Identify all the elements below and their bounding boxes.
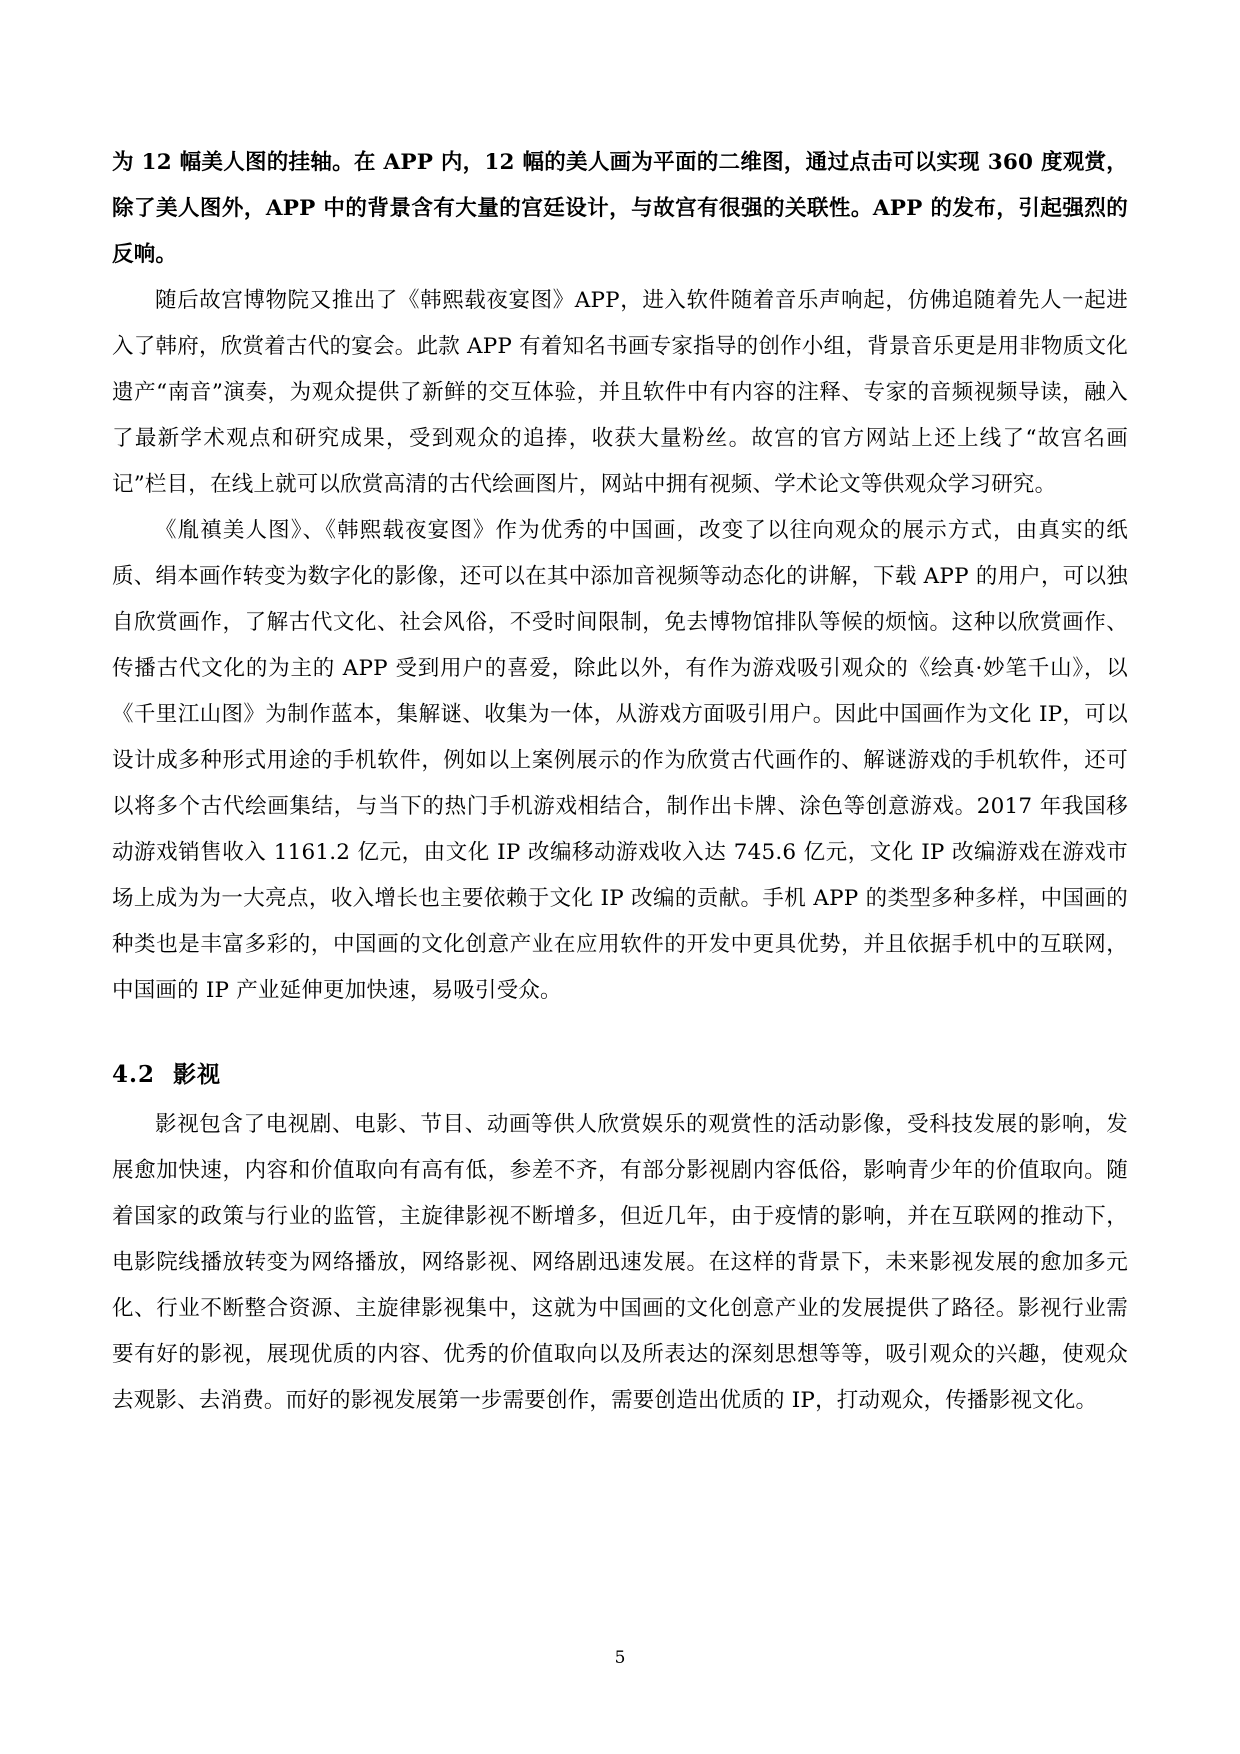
page-number: 5: [614, 1648, 626, 1668]
section-heading-4-2: [112, 1052, 1128, 1098]
paragraph-3: 《胤禛美人图》、《韩熙载夜宴图》作为优秀的中国画，改变了以往向观众的展示方式，由真实的纸质、绢本画作转变为数字化的影像，还可以在其中添加音视频等动态化的讲解，下载 APP 的用户，可以独自欣赏画作，了解古代文化、社会风俗，不受时间限制，免去博物馆排队等候的烦恼。这种以欣赏画作、传播古代文化的为主的 APP 受到用户的喜爱，除此以外，有作为游戏吸引观众的《绘真·妙笔千山》，以《千里江山图》为制作蓝本，集解谜、收集为一体，从游戏方面吸引用户。因此中国画作为文化 IP，可以设计成多种形式用途的手机软件，例如以上案例展示的作为欣赏古代画作的、解谜游戏的手机软件，还可以将多个古代绘画集结，与当下的热门手机游戏相结合，制作出卡牌、涂色等创意游戏。2017 年我国移动游戏销售收入 1161.2 亿元，由文化 IP 改编移动游戏收入达 745.6 亿元，文化 IP 改编游戏在游戏市场上成为为一大亮点，收入增长也主要依赖于文化 IP 改编的贡献。手机 APP 的类型多种多样，中国画的种类也是丰富多彩的，中国画的文化创意产业在应用软件的开发中更具优势，并且依据手机中的互联网，中国画的 IP 产业延伸更加快速，易吸引受众。: [112, 518, 1128, 1003]
page-body: [112, 140, 1128, 1424]
paragraph-1: 为 12 幅美人图的挂轴。在 APP 内，12 幅的美人画为平面的二维图，通过点击可以实现 360 度观赏，除了美人图外，APP 中的背景含有大量的宫廷设计，与故宫有很强的关联性。APP 的发布，引起强烈的反响。: [112, 150, 1128, 267]
paragraph-4: 影视包含了电视剧、电影、节目、动画等供人欣赏娱乐的观赏性的活动影像，受科技发展的影响，发展愈加快速，内容和价值取向有高有低，参差不齐，有部分影视剧内容低俗，影响青少年的价值取向。随着国家的政策与行业的监管，主旋律影视不断增多，但近几年，由于疫情的影响，并在互联网的推动下，电影院线播放转变为网络播放，网络影视、网络剧迅速发展。在这样的背景下，未来影视发展的愈加多元化、行业不断整合资源、主旋律影视集中，这就为中国画的文化创意产业的发展提供了路径。影视行业需要有好的影视，展现优质的内容、优秀的价值取向以及所表达的深刻思想等等，吸引观众的兴趣，使观众去观影、去消费。而好的影视发展第一步需要创作，需要创造出优质的 IP，打动观众，传播影视文化。: [112, 1112, 1128, 1413]
section-heading-title: 影视: [173, 1061, 222, 1088]
paragraph-2: 随后故宫博物院又推出了《韩熙载夜宴图》APP，进入软件随着音乐声响起，仿佛追随着先人一起进入了韩府，欣赏着古代的宴会。此款 APP 有着知名书画专家指导的创作小组，背景音乐更是用非物质文化遗产“南音”演奏，为观众提供了新鲜的交互体验，并且软件中有内容的注释、专家的音频视频导读，融入了最新学术观点和研究成果，受到观众的追捧，收获大量粉丝。故宫的官方网站上还上线了“故宫名画记”栏目，在线上就可以欣赏高清的古代绘画图片，网站中拥有视频、学术论文等供观众学习研究。: [112, 288, 1128, 497]
section-heading-number: 4.2: [112, 1061, 156, 1088]
